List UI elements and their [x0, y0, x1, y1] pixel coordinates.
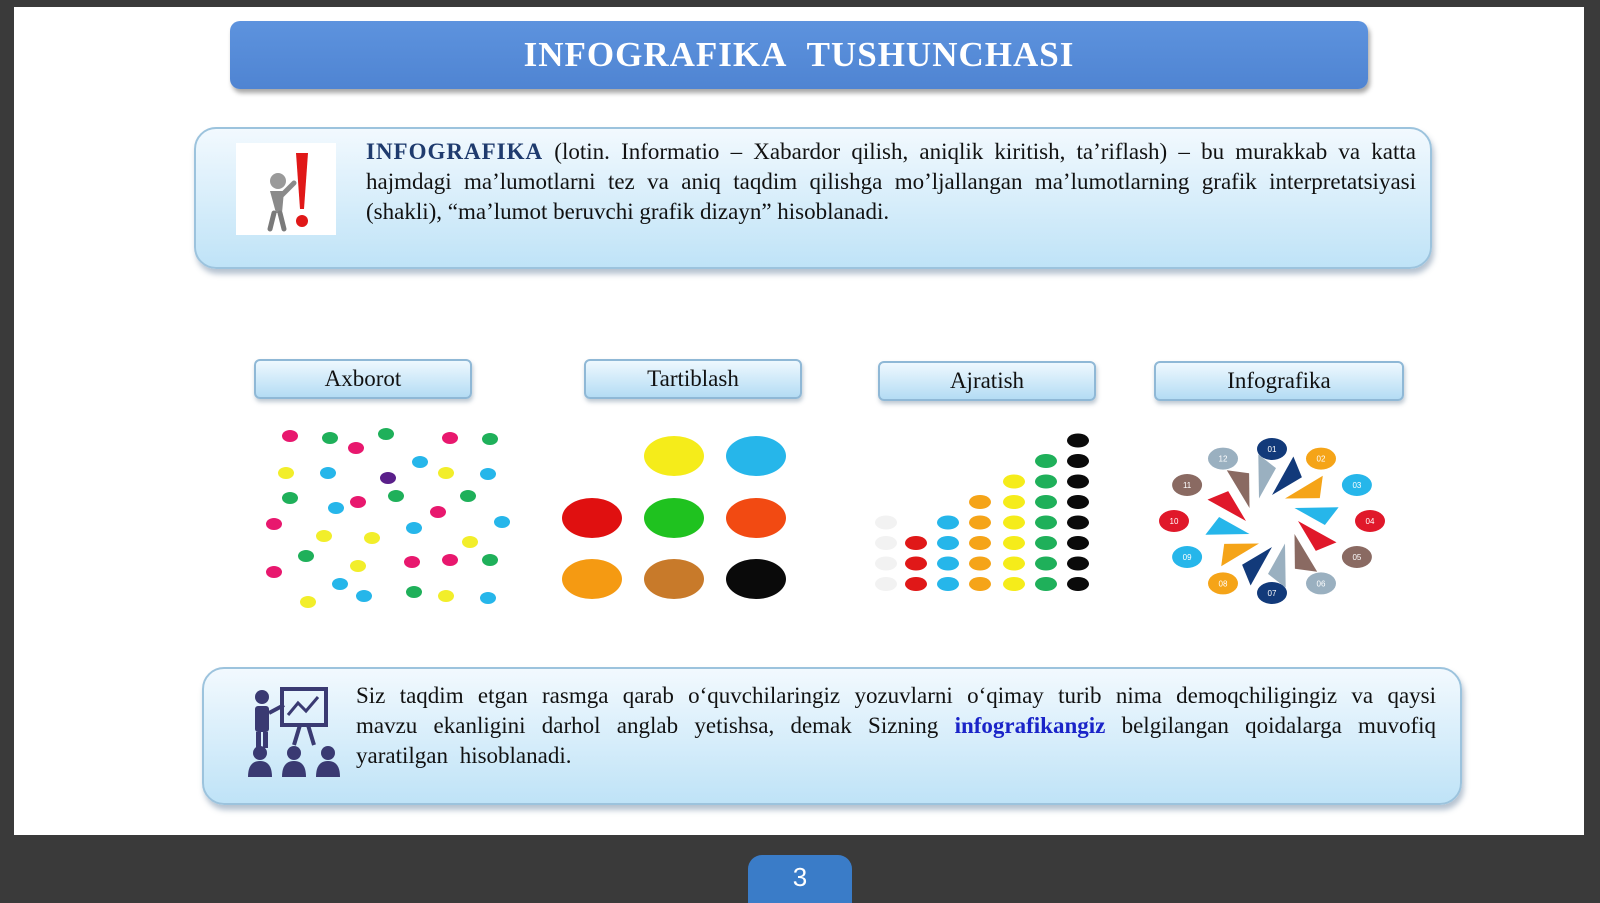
- column-dot: [1067, 516, 1089, 530]
- column-dot: [1035, 454, 1057, 468]
- column-dot: [937, 516, 959, 530]
- wheel-badge-label: 08: [1218, 579, 1228, 589]
- definition-box: [194, 127, 1432, 269]
- column-dot: [1035, 536, 1057, 550]
- wheel-spoke: [1298, 521, 1337, 551]
- stage-label-tartiblash: Tartiblash: [584, 359, 802, 399]
- page-number: 3: [748, 855, 852, 903]
- column-dot: [969, 516, 991, 530]
- column-dot: [969, 577, 991, 591]
- column-dot: [875, 577, 897, 591]
- wheel-badge-label: 10: [1169, 517, 1179, 526]
- scatter-dot: [328, 502, 344, 514]
- scatter-dot: [480, 468, 496, 480]
- scatter-dot: [406, 522, 422, 534]
- scatter-dot: [482, 554, 498, 566]
- scatter-dot: [442, 554, 458, 566]
- scatter-dot: [380, 472, 396, 484]
- wheel-badge-label: 11: [1182, 481, 1192, 490]
- scatter-dot: [266, 566, 282, 578]
- summary-text-start: Siz taqdim etgan rasmga qarab o‘quvchilaringiz yozuvlarni o‘qimay turib nima demoqchiligingiz va qaysi mavzu ekanligini darhol anglab yetishsa, demak Sizning: [356, 683, 1436, 738]
- scatter-dot: [460, 490, 476, 502]
- scatter-dot: [404, 556, 420, 568]
- column-dot: [1003, 536, 1025, 550]
- column-dot: [1003, 475, 1025, 489]
- scatter-dot: [482, 433, 498, 445]
- stage-label-ajratish: Ajratish: [878, 361, 1096, 401]
- wheel-spoke: [1205, 517, 1249, 535]
- column-dot: [1067, 577, 1089, 591]
- column-dot: [1035, 475, 1057, 489]
- column-dot: [875, 536, 897, 550]
- wheel-spoke: [1258, 454, 1276, 498]
- column-dot: [1067, 434, 1089, 448]
- slide-title: INFOGRAFIKA TUSHUNCHASI: [230, 21, 1368, 89]
- sorted-circles-illustration: [560, 435, 810, 615]
- summary-box: [202, 667, 1462, 805]
- column-dot: [937, 536, 959, 550]
- scatter-dot: [462, 536, 478, 548]
- scatter-dot: [300, 596, 316, 608]
- definition-body: (lotin. Informatio – Xabardor qilish, aniqlik kiritish, ta’riflash) – bu murakkab va katta hajmdagi ma’lumotlarni tez va aniq taqdim qilishga mo’ljallangan ma’lumotlarning grafik interpretatsiyasi (shakli), “ma’lumot beruvchi grafik dizayn” hisoblanadi.: [366, 139, 1416, 224]
- summary-highlight: infografikangiz: [954, 713, 1106, 738]
- exclamation-figure-icon: [236, 143, 336, 235]
- column-dot: [1035, 557, 1057, 571]
- scatter-dot: [282, 492, 298, 504]
- column-dot: [969, 557, 991, 571]
- scatter-dot: [480, 592, 496, 604]
- scatter-dot: [494, 516, 510, 528]
- scatter-dot: [442, 432, 458, 444]
- scatter-dot: [316, 530, 332, 542]
- presenter-audience-icon: [244, 683, 344, 779]
- wheel-badge-label: 09: [1182, 553, 1192, 562]
- column-dot: [937, 557, 959, 571]
- scatter-dot: [266, 518, 282, 530]
- column-dot: [1067, 557, 1089, 571]
- summary-text-end: belgilangan qoidalarga muvofiq yaratilgan hisoblanadi.: [356, 713, 1436, 768]
- column-dot: [905, 536, 927, 550]
- scattered-dots-illustration: [252, 422, 512, 622]
- column-dot: [875, 557, 897, 571]
- scatter-dot: [438, 467, 454, 479]
- wheel-spoke: [1268, 544, 1286, 588]
- column-dot: [1067, 495, 1089, 509]
- wheel-badge-label: 04: [1365, 517, 1375, 526]
- scatter-dot: [438, 590, 454, 602]
- definition-text: [366, 137, 1416, 227]
- column-dot: [1067, 536, 1089, 550]
- scatter-dot: [412, 456, 428, 468]
- column-dot: [937, 577, 959, 591]
- wheel-spoke: [1208, 491, 1247, 521]
- column-dot: [1003, 557, 1025, 571]
- wheel-badge-label: 01: [1267, 445, 1277, 454]
- separated-columns-illustration: [874, 427, 1104, 607]
- scatter-dot: [298, 550, 314, 562]
- column-dot: [969, 495, 991, 509]
- column-dot: [1003, 495, 1025, 509]
- column-dot: [905, 557, 927, 571]
- summary-text: [356, 681, 1436, 771]
- definition-term: INFOGRAFIKA: [366, 139, 544, 164]
- scatter-dot: [430, 506, 446, 518]
- wheel-badge-label: 03: [1352, 481, 1362, 490]
- scatter-dot: [378, 428, 394, 440]
- slide: [14, 7, 1584, 835]
- stage-label-infografika: Infografika: [1154, 361, 1404, 401]
- scatter-dot: [406, 586, 422, 598]
- column-dot: [1067, 454, 1089, 468]
- column-dot: [1067, 475, 1089, 489]
- wheel-badge-label: 12: [1218, 454, 1228, 464]
- stage-label-axborot: Axborot: [254, 359, 472, 399]
- scatter-dot: [320, 467, 336, 479]
- wheel-spoke: [1295, 507, 1339, 525]
- scatter-dot: [356, 590, 372, 602]
- column-dot: [1035, 495, 1057, 509]
- scatter-dot: [282, 430, 298, 442]
- scatter-dot: [388, 490, 404, 502]
- column-dot: [969, 536, 991, 550]
- column-dot: [1035, 516, 1057, 530]
- scatter-dot: [348, 442, 364, 454]
- wheel-spoke: [1272, 457, 1302, 496]
- wheel-badge-label: 02: [1316, 454, 1326, 464]
- column-dot: [1003, 577, 1025, 591]
- scatter-dot: [332, 578, 348, 590]
- wheel-badge-label: 06: [1316, 579, 1326, 589]
- scatter-dot: [350, 496, 366, 508]
- column-dot: [905, 577, 927, 591]
- scatter-dot: [278, 467, 294, 479]
- scatter-dot: [322, 432, 338, 444]
- scatter-dot: [350, 560, 366, 572]
- column-dot: [1035, 577, 1057, 591]
- infographic-wheel-illustration: [1152, 431, 1392, 611]
- column-dot: [875, 516, 897, 530]
- wheel-spoke: [1242, 547, 1272, 586]
- wheel-badge-label: 05: [1352, 553, 1362, 562]
- wheel-badge-label: 07: [1267, 589, 1277, 598]
- scatter-dot: [364, 532, 380, 544]
- column-dot: [1003, 516, 1025, 530]
